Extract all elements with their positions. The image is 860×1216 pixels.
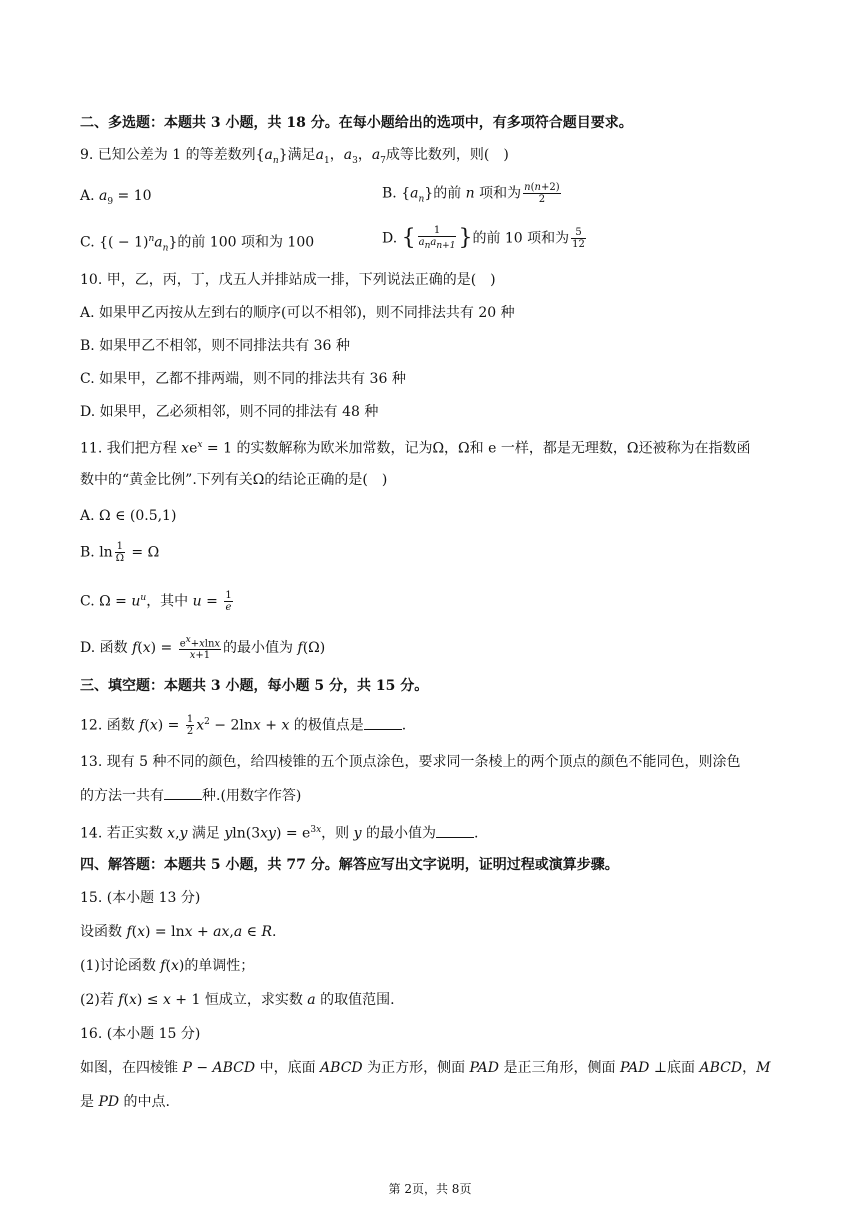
answer-blank xyxy=(436,825,474,838)
answer-blank xyxy=(164,787,202,800)
question-16-title: 16. (本小题 15 分) xyxy=(80,1026,201,1042)
answer-blank xyxy=(364,717,402,730)
question-11-option-b: B. ln $\frac{1}{\Omega}$ = Ω xyxy=(80,541,160,564)
question-12: 12. 函数 f(x) = $\frac{1}{2}$ $x^2 - 2\ln x + x$ 的极值点是 . xyxy=(80,714,407,738)
question-11-stem: 11. 我们把方程 $xe^x = 1$ 的实数解称为欧米加常数，记为Ω，Ω和 e 一样，都是无理数，Ω还被称为在指数函 xyxy=(80,440,751,457)
question-15-part1: (1)讨论函数 f(x)的单调性； xyxy=(80,958,255,974)
question-15-title: 15. (本小题 13 分) xyxy=(80,890,201,906)
question-16-line1: 如图，在四棱锥 P − ABCD 中，底面 ABCD 为正方形，侧面 PAD 是正三角形，侧面 PAD ⊥底面 ABCD，M xyxy=(80,1060,771,1076)
question-15-line1: 设函数 f(x) = lnx + ax,a ∈ R. xyxy=(80,924,277,940)
question-9-option-c: C. {( − $1)^na_n$}的前 100 项和为 100 xyxy=(80,234,315,254)
question-15-part2: (2)若 f(x) ≤ x + 1 恒成立，求实数 a 的取值范围. xyxy=(80,992,395,1008)
question-9-stem: 9. 已知公差为 1 的等差数列$\{a_n\}$满足$a_1$，$a_3$，$a_7$成等比数列，则( ) xyxy=(80,147,509,166)
question-13-line2: 的方法一共有 种.(用数字作答) xyxy=(80,788,302,804)
question-9-option-b: B. $\{a_n\}$的前 n 项和为 $\frac{n(n+2)}{2}$ xyxy=(382,182,560,205)
question-10-stem: 10. 甲，乙，丙，丁，戊五人并排站成一排，下列说法正确的是( ) xyxy=(80,272,496,288)
question-10-option-d: D. 如果甲，乙必须相邻，则不同的排法有 48 种 xyxy=(80,404,379,420)
question-10-option-a: A. 如果甲乙丙按从左到右的顺序(可以不相邻)，则不同排法共有 20 种 xyxy=(80,305,515,321)
question-10-option-c: C. 如果甲，乙都不排两端，则不同的排法共有 36 种 xyxy=(80,371,406,387)
section-heading-answer: 四、解答题：本题共 5 小题，共 77 分。解答应写出文字说明，证明过程或演算步骤。 xyxy=(80,857,619,873)
section-heading-multi: 二、多选题：本题共 3 小题，共 18 分。在每小题给出的选项中，有多项符合题目要求。 xyxy=(80,115,633,131)
question-10-option-b: B. 如果甲乙不相邻，则不同排法共有 36 种 xyxy=(80,338,350,354)
question-9-option-a: A. $a_9 = 10$ xyxy=(80,188,152,207)
question-11-option-a: A. Ω ∈ (0.5,1) xyxy=(80,508,177,524)
section-heading-fill: 三、填空题：本题共 3 小题，每小题 5 分，共 15 分。 xyxy=(80,678,429,694)
question-11-stem-line2: 数中的“黄金比例”.下列有关Ω的结论正确的是( ) xyxy=(80,472,388,488)
page-footer: 第 2页，共 8页 xyxy=(388,1182,472,1196)
question-11-option-c: C. $\Omega = u^u$，其中 u = $\frac{1}{e}$ xyxy=(80,590,232,614)
question-13-line1: 13. 现有 5 种不同的颜色，给四棱锥的五个顶点涂色，要求同一条棱上的两个顶点的颜色不能同色，则涂色 xyxy=(80,754,741,770)
question-11-option-d: D. 函数 f(x) = $\frac{e^x+xlnx}{x+1}$ 的最小值为 f(Ω) xyxy=(80,635,326,662)
question-9-option-d: D. { $\frac{1}{a_na_{n+1}}$ }的前 10 项和为 $\frac{5}{12}$ xyxy=(382,225,585,251)
question-14: 14. 若正实数 x,y 满足 $yln(3xy) = e^{3x}$，则 y 的最小值为 . xyxy=(80,825,479,842)
question-16-line2: 是 PD 的中点. xyxy=(80,1094,171,1110)
